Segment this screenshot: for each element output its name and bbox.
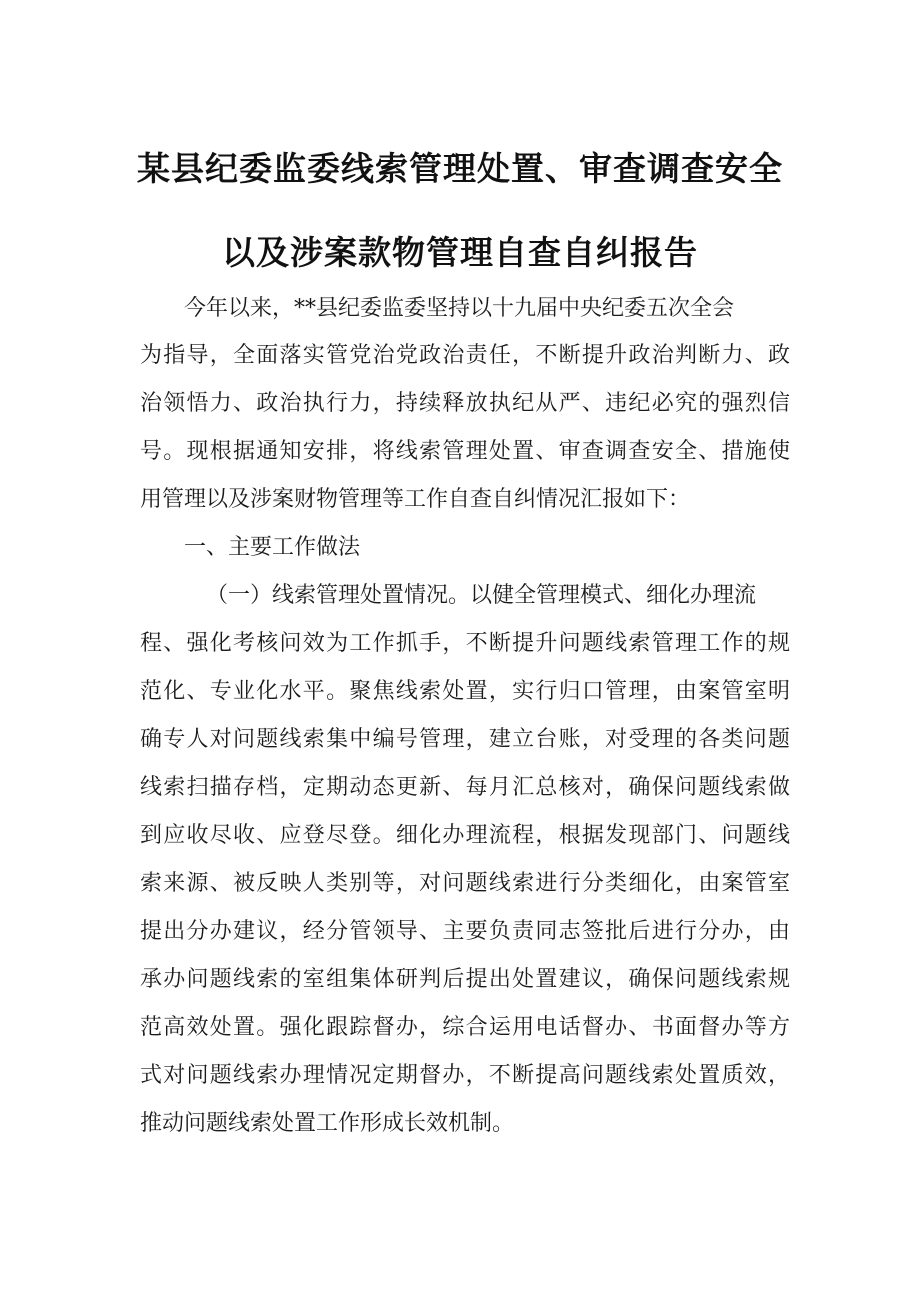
paragraph-3-line-2: 程、强化考核问效为工作抓手，不断提升问题线索管理工作的规 — [140, 631, 790, 656]
paragraph-3-line-11: 式对问题线索办理情况定期督办，不断提高问题线索处置质效， — [140, 1063, 790, 1088]
paragraph-1-line-1: 今年以来，**县纪委监委坚持以十九届中央纪委五次全会 — [184, 296, 735, 321]
paragraph-1-line-3: 治领悟力、政治执行力，持续释放执纪从严、违纪必究的强烈信 — [140, 391, 790, 416]
paragraph-3-line-7: 索来源、被反映人类别等，对问题线索进行分类细化，由案管室 — [140, 871, 790, 896]
report-title-line-2: 以及涉案款物管理自查自纠报告 — [222, 233, 698, 272]
paragraph-1-line-4: 号。现根据通知安排，将线索管理处置、审查调查安全、措施使 — [140, 439, 790, 464]
paragraph-1-line-5: 用管理以及涉案财物管理等工作自查自纠情况汇报如下： — [140, 487, 691, 512]
paragraph-3-line-10: 范高效处置。强化跟踪督办，综合运用电话督办、书面督办等方 — [140, 1015, 790, 1040]
paragraph-3-line-6: 到应收尽收、应登尽登。细化办理流程，根据发现部门、问题线 — [140, 823, 790, 848]
paragraph-1-line-2: 为指导，全面落实管党治党政治责任，不断提升政治判断力、政 — [140, 343, 790, 368]
section-heading-main-practices: 一、主要工作做法 — [184, 535, 361, 560]
report-title-line-1: 某县纪委监委线索管理处置、审查调查安全 — [137, 149, 783, 188]
paragraph-3-line-12: 推动问题线索处置工作形成长效机制。 — [140, 1111, 515, 1136]
paragraph-3-line-5: 线索扫描存档，定期动态更新、每月汇总核对，确保问题线索做 — [140, 775, 790, 800]
paragraph-3-line-3: 范化、专业化水平。聚焦线索处置，实行归口管理，由案管室明 — [140, 679, 790, 704]
paragraph-3-line-4: 确专人对问题线索集中编号管理，建立台账，对受理的各类问题 — [140, 727, 790, 752]
paragraph-3-line-9: 承办问题线索的室组集体研判后提出处置建议，确保问题线索规 — [140, 967, 790, 992]
paragraph-3-line-8: 提出分办建议，经分管领导、主要负责同志签批后进行分办，由 — [140, 919, 790, 944]
paragraph-3-line-1: （一）线索管理处置情况。以健全管理模式、细化办理流 — [206, 583, 757, 608]
